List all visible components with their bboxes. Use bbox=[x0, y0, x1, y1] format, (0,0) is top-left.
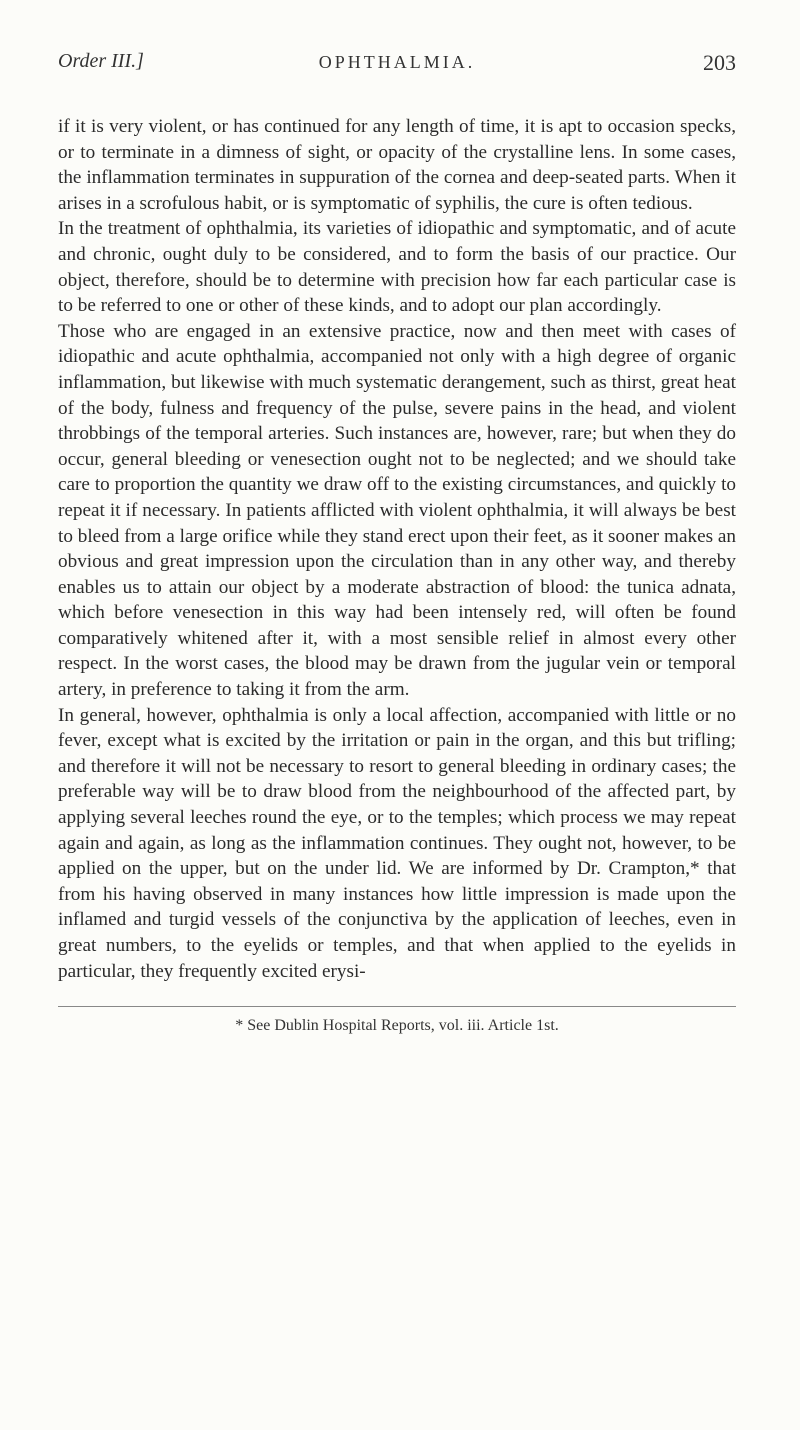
footnote-divider bbox=[58, 1006, 736, 1007]
running-header bbox=[58, 50, 736, 90]
body-text bbox=[58, 114, 736, 984]
paragraph-treatment: In the treatment of ophthalmia, its varieties of idiopathic and symptomatic, and of acute and chronic, ought duly to be considered, and to form the basis of our practice. Our object, therefore, should be to determine with precision how far each particular case is to be referred to one or other of these kinds, and to adopt our plan accordingly. bbox=[58, 218, 736, 317]
chapter-reference: Order III.] bbox=[58, 50, 144, 72]
paragraph-leeches: In general, however, ophthalmia is only a local affection, accompanied with little or no fever, except what is excited by the irritation or pain in the organ, and this but trifling; and therefore it will not be necessary to resort to general bleeding in ordinary cases; the preferable way will be to draw blood from the neighbourhood of the affected part, by applying several leeches round the eye, or to the temples; which process we may repeat again and again, as long as the inflammation continues. They ought not, however, to be applied on the upper, but on the under lid. We are informed by Dr. Crampton,* that from his having observed in many instances how little impression is made upon the inflamed and turgid vessels of the conjunctiva by the application of leeches, even in great numbers, to the eyelids or temples, and that when applied to the eyelids in particular, they frequently excited erysi- bbox=[58, 704, 736, 982]
paragraph-bleeding: Those who are engaged in an extensive practice, now and then meet with cases of idiopathic and acute ophthalmia, accompanied not only with a high degree of organic inflammation, but likewise with much systematic derangement, such as thirst, great heat of the body, fulness and frequency of the pulse, severe pains in the head, and violent throbbings of the temporal arteries. Such instances are, however, rare; but when they do occur, general bleeding or venesection ought not to be neglected; and we should take care to proportion the quantity we draw off to the existing circumstances, and quickly to repeat it if necessary. In patients afflicted with violent ophthalmia, it will always be best to bleed from a large orifice while they stand erect upon their feet, as it sooner makes an obvious and great impression upon the circulation than in any other way, and thereby enables us to attain our object by a moderate abstraction of blood: the tunica adnata, which before venesection in this way had been intensely red, will often be found comparatively whitened after it, with a most sensible relief in almost every other respect. In the worst cases, the blood may be drawn from the jugular vein or temporal artery, in preference to taking it from the arm. bbox=[58, 320, 736, 701]
footnote: * See Dublin Hospital Reports, vol. iii. Article 1st. bbox=[235, 1017, 559, 1035]
paragraph-continuation: if it is very violent, or has continued for any length of time, it is apt to occasion specks, or to terminate in a dimness of sight, or opacity of the crystalline lens. In some cases, the inflammation terminates in suppuration of the cornea and deep-seated parts. When it arises in a scrofulous habit, or is symptomatic of syphilis, the cure is often tedious. bbox=[58, 116, 736, 214]
page-number: 203 bbox=[703, 50, 736, 75]
book-page bbox=[58, 50, 736, 1035]
running-title: OPHTHALMIA. bbox=[318, 52, 476, 72]
